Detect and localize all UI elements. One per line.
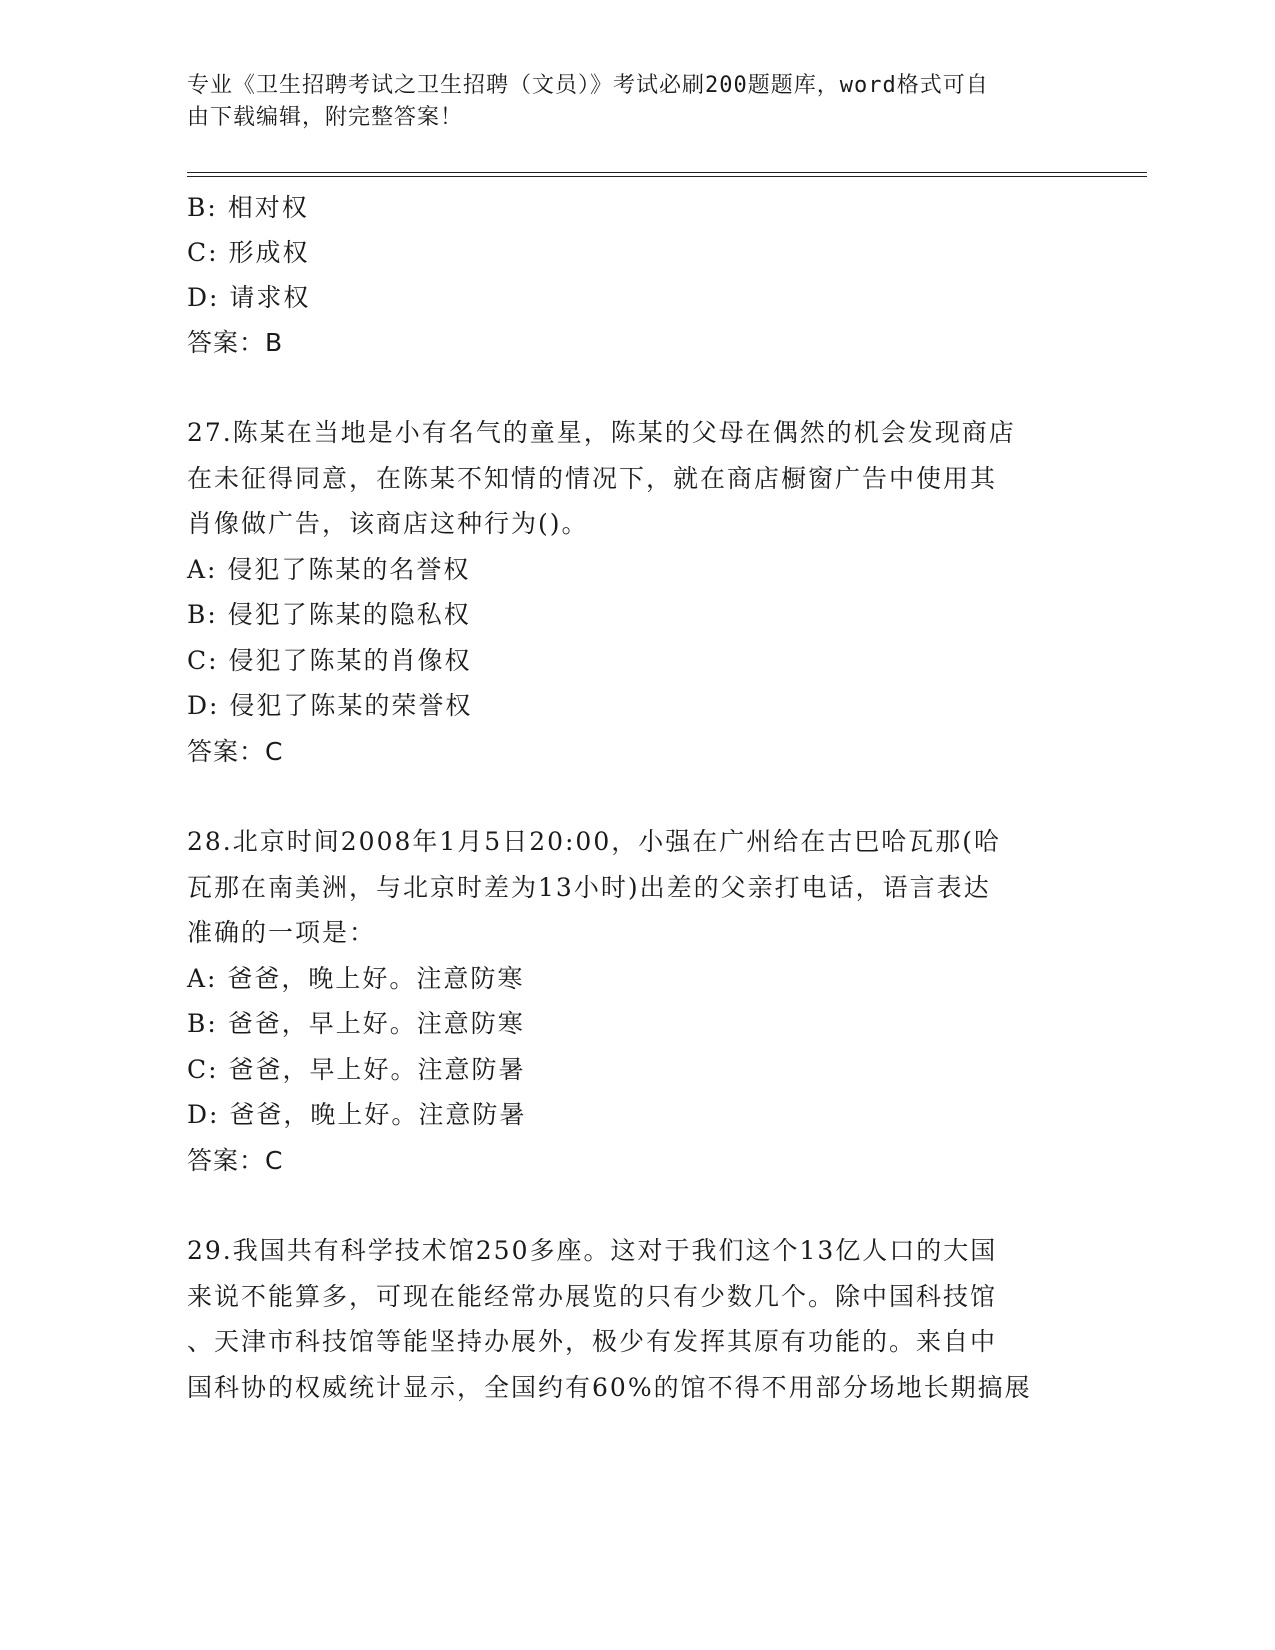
option-b: B: 相对权: [187, 193, 309, 222]
option-d: D: 请求权: [187, 283, 311, 312]
question-stem-line: 瓦那在南美洲，与北京时差为13小时)出差的父亲打电话，语言表达: [187, 872, 991, 902]
question-stem-line: 29.我国共有科学技术馆250多座。这对于我们这个13亿人口的大国: [187, 1236, 998, 1265]
question-stem-line: 27.陈某在当地是小有名气的童星，陈某的父母在偶然的机会发现商店: [187, 418, 1016, 447]
document-header: [187, 70, 1067, 134]
document-page: [187, 70, 1147, 1410]
question-stem-line: 28.北京时间2008年1月5日20:00，小强在广州给在古巴哈瓦那(哈: [187, 827, 1001, 856]
question-stem-line: 、天津市科技馆等能坚持办展外，极少有发挥其原有功能的。来自中: [187, 1327, 998, 1356]
spacer: [187, 1183, 1147, 1228]
document-body: [187, 185, 1147, 1410]
option-c: C: 爸爸，早上好。注意防暑: [187, 1054, 526, 1084]
answer-line: 答案：C: [187, 736, 284, 766]
option-a: A: 爸爸，晚上好。注意防寒: [187, 963, 525, 993]
question-27: [187, 410, 1147, 774]
option-b: B: 爸爸，早上好。注意防寒: [187, 1009, 525, 1038]
option-c: C: 形成权: [187, 238, 310, 267]
option-b: B: 侵犯了陈某的隐私权: [187, 600, 471, 629]
question-stem-line: 来说不能算多，可现在能经常办展览的只有少数几个。除中国科技馆: [187, 1281, 998, 1311]
header-divider: [187, 172, 1147, 177]
option-d: D: 爸爸，晚上好。注意防暑: [187, 1100, 527, 1129]
spacer: [187, 365, 1147, 410]
question-stem-line: 在未征得同意，在陈某不知情的情况下，就在商店橱窗广告中使用其: [187, 463, 998, 493]
question-stem-line: 国科协的权威统计显示，全国约有60%的馆不得不用部分场地长期搞展: [187, 1372, 1032, 1402]
header-title-line-2: 由下载编辑，附完整答案！: [187, 105, 464, 130]
question-28: [187, 819, 1147, 1183]
option-d: D: 侵犯了陈某的荣誉权: [187, 691, 473, 720]
header-title-line-1: 专业《卫生招聘考试之卫生招聘（文员）》考试必刷200题题库，word格式可自: [187, 73, 989, 98]
prev-question: [187, 185, 1147, 365]
spacer: [187, 774, 1147, 819]
option-a: A: 侵犯了陈某的名誉权: [187, 554, 471, 584]
question-stem-line: 准确的一项是：: [187, 918, 377, 947]
answer-line: 答案：B: [187, 328, 284, 357]
question-stem-line: 肖像做广告，该商店这种行为()。: [187, 509, 589, 538]
option-c: C: 侵犯了陈某的肖像权: [187, 645, 472, 675]
question-29: [187, 1228, 1147, 1410]
answer-line: 答案：C: [187, 1145, 284, 1175]
